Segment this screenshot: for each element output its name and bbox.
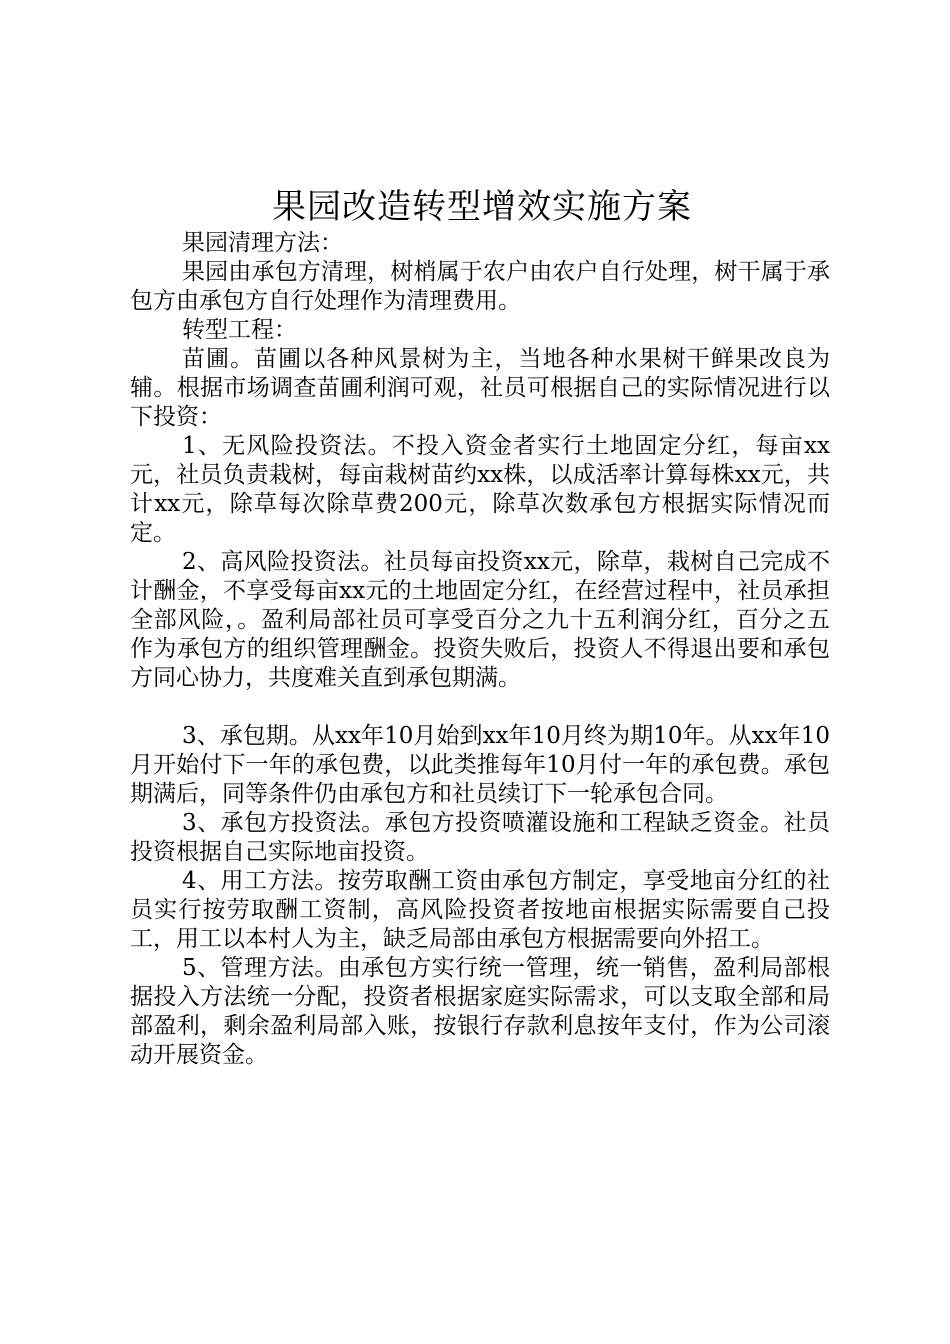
paragraph-contractor-investment: 3、承包方投资法。承包方投资喷灌设施和工程缺乏资金。社员投资根据自己实际地亩投资。 (130, 810, 830, 865)
paragraph-high-risk-investment: 2、高风险投资法。社员每亩投资xx元，除草，栽树自己完成不计酬金，不享受每亩xx元的土地固定分红，在经营过程中，社员承担全部风险，。盈利局部社员可享受百分之九十五利润分红，百分之五作为承包方的组织管理酬金。投资失败后，投资人不得退出要和承包方同心协力，共度难关直到承包期满。 (130, 549, 830, 691)
paragraph-transform-heading: 转型工程： (182, 317, 297, 343)
paragraph-management-method: 5、管理方法。由承包方实行统一管理，统一销售，盈利局部根据投入方法统一分配，投资者根据家庭实际需求，可以支取全部和局部盈利，剩余盈利局部入账，按银行存款利息按年支付，作为公司滚动开展资金。 (130, 955, 830, 1068)
paragraph-no-risk-investment: 1、无风险投资法。不投入资金者实行土地固定分红，每亩xx元，社员负责栽树，每亩栽树苗约xx株，以成活率计算每株xx元，共计xx元，除草每次除草费200元，除草次数承包方根据实际情况而定。 (130, 433, 830, 546)
paragraph-cleanup-heading: 果园清理方法： (182, 230, 343, 256)
paragraph-spacer (130, 693, 830, 722)
document-page (130, 185, 830, 1070)
paragraph-cleanup-body: 果园由承包方清理，树梢属于农户由农户自行处理，树干属于承包方由承包方自行处理作为清理费用。 (130, 259, 830, 314)
paragraph-labor-method: 4、用工方法。按劳取酬工资由承包方制定，享受地亩分红的社员实行按劳取酬工资制，高风险投资者按地亩根据实际需要自己投工，用工以本村人为主，缺乏局部由承包方根据需要向外招工。 (130, 868, 830, 952)
paragraph-nursery: 苗圃。苗圃以各种风景树为主，当地各种水果树干鲜果改良为辅。根据市场调查苗圃利润可观，社员可根据自己的实际情况进行以下投资： (130, 346, 830, 430)
paragraph-contract-period: 3、承包期。从xx年10月始到xx年10月终为期10年。从xx年10月开始付下一年的承包费，以此类推每年10月付一年的承包费。承包期满后，同等条件仍由承包方和社员续订下一轮承包合同。 (130, 723, 830, 807)
document-title: 果园改造转型增效实施方案 (272, 187, 692, 227)
